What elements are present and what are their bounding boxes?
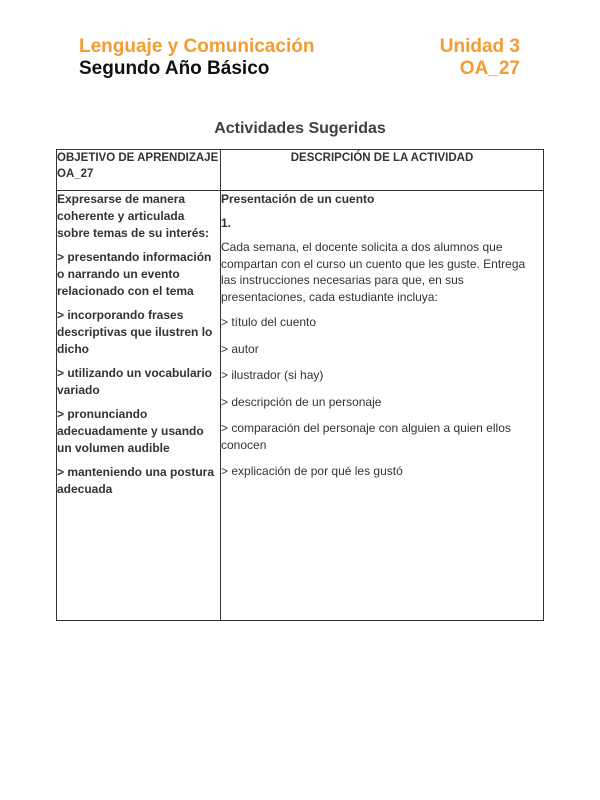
subject-title: Lenguaje y Comunicación	[79, 36, 315, 57]
table-row	[57, 191, 544, 621]
activity-item: > comparación del personaje con alguien a quien ellos conocen	[221, 421, 511, 452]
activities-table	[56, 149, 544, 621]
activity-item: > título del cuento	[221, 315, 317, 329]
activity-cell	[221, 191, 544, 621]
objective-point: > utilizando un vocabulario variado	[57, 366, 213, 397]
objective-code: OA_27	[459, 58, 520, 79]
activity-description: Cada semana, el docente solicita a dos alumnos que compartan con el curso un cuento que les guste. Entrega las instrucciones necesarias para que, en sus presentaciones, cada estudiante incluya:	[221, 240, 526, 304]
objective-intro: Expresarse de manera coherente y articulada sobre temas de su interés:	[57, 192, 210, 240]
description-column-header: DESCRIPCIÓN DE LA ACTIVIDAD	[221, 150, 544, 191]
activity-item: > autor	[221, 341, 259, 356]
activity-title: Presentación de un cuento	[221, 192, 375, 206]
objective-point: > presentando información o narrando un evento relacionado con el tema	[57, 250, 212, 298]
objective-cell	[57, 191, 221, 621]
activity-item: > ilustrador (si hay)	[221, 368, 324, 382]
activity-item: > explicación de por qué les gustó	[221, 464, 403, 478]
header-right	[440, 36, 520, 80]
header-left	[79, 36, 314, 80]
objective-column-header: OBJETIVO DE APRENDIZAJE OA_27	[57, 150, 221, 191]
section-title: Actividades Sugeridas	[214, 120, 386, 137]
unit-label: Unidad 3	[439, 36, 520, 57]
objective-point: > pronunciando adecuadamente y usando un volumen audible	[57, 407, 204, 455]
grade-title: Segundo Año Básico	[79, 58, 270, 79]
activity-item: > descripción de un personaje	[221, 394, 382, 409]
objective-point: > incorporando frases descriptivas que ilustren lo dicho	[57, 308, 213, 356]
table-header-row	[57, 150, 544, 191]
activity-number: 1.	[221, 215, 232, 230]
objective-point: > manteniendo una postura adecuada	[57, 465, 215, 496]
